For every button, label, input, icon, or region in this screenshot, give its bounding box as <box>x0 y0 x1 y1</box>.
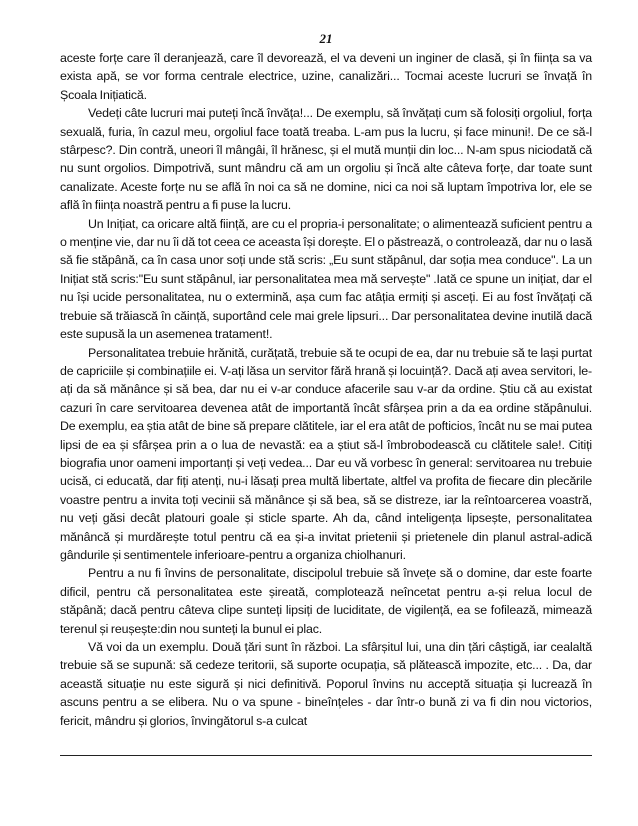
paragraph-6: Vă voi da un exemplu. Două țări sunt în război. La sfârșitul lui, una din țări câștigă, iar cealaltă trebuie să se supună: să cedeze teritorii, să suporte ocupația, să plătească impozite, etc... . Da, dar această situație nu este sigură și nici definitivă. Poporul învins nu acceptă situația și lucrează în ascuns pentru a se elibera. Nu o va spune - bineînțeles - dar într-o bună zi va fi din nou victorios, fericit, mândru și glorios, învingătorul s-a culcat <box>60 640 592 728</box>
paragraph-5: Pentru a nu fi învins de personalitate, discipolul trebuie să învețe să o domine, dar este foarte dificil, pentru că personalitatea este șireată, complotează neîncetat pentru a-și relua locul de stăpână; dacă pentru câteva clipe sunteți lipsiți de luciditate, de vigilență, ea se fofilează, mimează terenul și reușește:din nou sunteți la bunul ei plac. <box>60 566 592 636</box>
page-number: 21 <box>319 31 333 46</box>
paragraph-1: aceste forțe care îl deranjează, care îl devorează, el va deveni un inginer de clasă, și în ființa sa va exista apă, se vor forma centrale electrice, uzine, canalizări... Tocmai aceste lucruri se învață în Școala Inițiatică. <box>60 51 592 102</box>
paragraph-2: Vedeți câte lucruri mai puteți încă învăța!... De exemplu, să învățați cum să folosiți orgoliul, forța sexuală, furia, în cazul meu, orgoliul face toată treaba. L-am pus la lucru, și face minuni!. De ce să-l stârpesc?. Din contră, uneori îl mângâi, îl hrănesc, și el mută munții din loc... N-am spus niciodată că nu sunt orgolios. Dimpotrivă, sunt mândru că am un orgoliu și încă alte câteva forțe, dar toate sunt canalizate. Aceste forțe nu se află în noi ca să ne domine, nici ca noi să luptam împotriva lor, ele se află în ființa noastră pentru a fi puse la lucru. <box>60 106 592 213</box>
footer-rule <box>60 755 592 756</box>
document-page <box>60 30 592 730</box>
paragraph-4: Personalitatea trebuie hrănită, curățată, trebuie să te ocupi de ea, dar nu trebuie să te lași purtat de capriciile și combinațiile ei. V-ați lăsa un servitor fără hrană și locuință?. Dacă ați avea servitori, le-ați da să mănânce și să bea, dar nu ei v-ar conduce afacerile sau v-ar da ordine. Știu că au existat cazuri în care servitoarea devenea atât de importantă încât sfârșea prin a da ea ordine stăpânului. De exemplu, ea știa atât de bine să prepare clătitele, iar el era atât de pofticios, încât nu se mai putea lipsi de ea și sfârșea prin a o lua de nevastă: ea a știut să-l îmbrobodească cu clătitele sale!. Citiți biografia unor oameni importanți și veți vedea... Dar eu vă vorbesc în general: servitoarea nu trebuie ucisă, ci educată, dar fiți atenți, nu-i lăsați prea multă libertate, altfel va profita de fiecare din plecările voastre pentru a invita toți vecinii să mănânce și să bea, să se distreze, iar la reîntoarcerea voastră, nu veți găsi decât platouri goale și sticle sparte. Ah da, când inteligența lipsește, personalitatea mănâncă și murdărește totul pentru că ea și-a invitat prietenii și prietenele din planul astral-adică gândurile și sentimentele inferioare-pentru a organiza chiolhanuri. <box>60 345 592 562</box>
paragraph-3: Un Inițiat, ca oricare altă ființă, are cu el propria-i personalitate; o alimentează suficient pentru a o menține vie, dar nu îi dă tot ceea ce aceasta își dorește. El o păstrează, o controlează, dar nu o lasă să fie stăpână, ca în casa unor soți unde stă scris: „Eu sunt stăpânul, dar soția mea conduce". La un Inițiat stă scris:"Eu sunt stăpânul, iar personalitatea mea mă servește" .Iată ce spune un inițiat, dar el nu își ucide personalitatea, nu o extermină, așa cum fac atâția ermiți și asceți. Ei au fost învățați că trebuie să trăiască în căință, suportând cele mai grele lipsuri... Dar personalitatea devine inutilă dacă este supusă la un asemenea tratament!. <box>60 216 592 342</box>
